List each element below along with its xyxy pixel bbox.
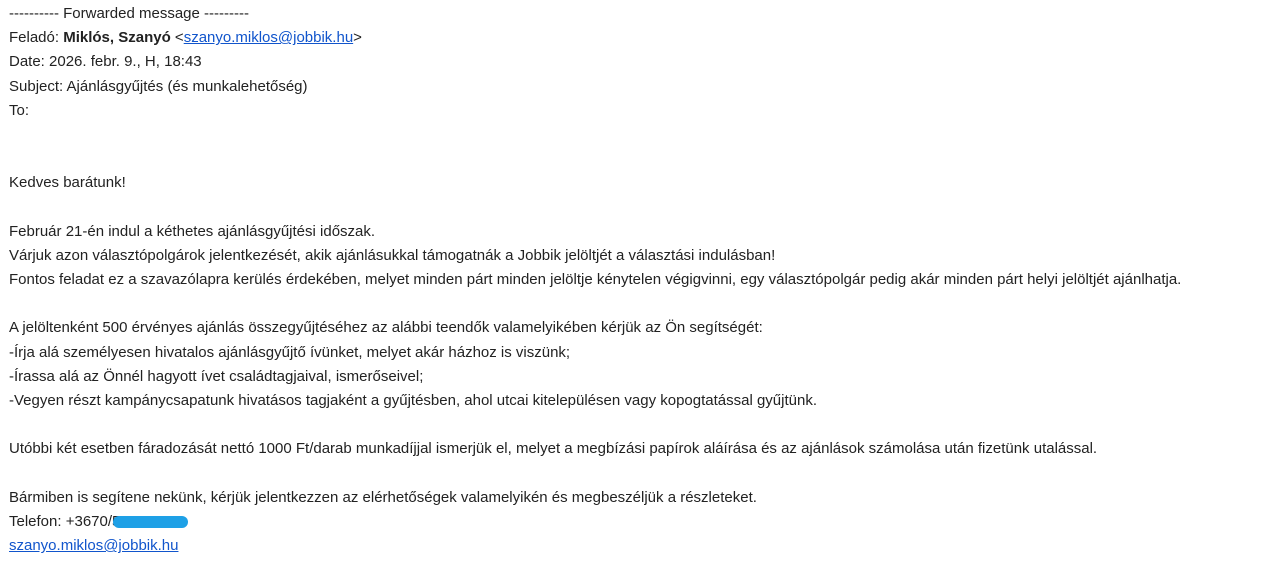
paragraph-line: Utóbbi két esetben fáradozását nettó 1000 Ft/darab munkadíjjal ismerjük el, melyet a megbízási papírok aláírása és az ajánlások számolása után fizetünk utalással.: [9, 440, 1098, 458]
subject-value: Ajánlásgyűjtés (és munkalehetőség): [66, 77, 308, 95]
from-label: Feladó:: [9, 29, 60, 47]
redaction-mark: [113, 516, 188, 528]
phone-number-redacted: [112, 510, 175, 534]
paragraph-line: Fontos feladat ez a szavazólapra kerülés érdekében, melyet minden párt minden jelöltje kénytelen végigvinni, egy választópolgár pedig akár minden párt helyi jelöltjét ajánlhatja.: [9, 271, 1182, 289]
date-value: 2026. febr. 9., H, 18:43: [49, 53, 202, 71]
contact-email-link[interactable]: szanyo.miklos@jobbik.hu: [9, 537, 179, 555]
phone-label: Telefon:: [9, 512, 62, 530]
sender-email-link[interactable]: szanyo.miklos@jobbik.hu: [183, 29, 354, 47]
date-row: [9, 50, 1281, 74]
date-label: Date:: [9, 53, 45, 71]
paragraph-line: Várjuk azon választópolgárok jelentkezését, akik ajánlásukkal támogatnák a Jobbik jelöltjét a választási indulásban!: [9, 246, 776, 264]
email-message: [9, 2, 1281, 558]
to-label: To:: [9, 101, 30, 119]
spacer: [9, 462, 1281, 486]
paragraph-line: A jelöltenként 500 érvényes ajánlás összegyűjtéséhez az alábbi teendők valamelyikében kérjük az Ön segítségét:: [9, 319, 763, 337]
phone-row: [9, 510, 1281, 534]
subject-row: [9, 75, 1281, 99]
paragraph-line: Bármiben is segítene nekünk, kérjük jelentkezzen az elérhetőségek valamelyikén és megbeszéljük a részleteket.: [9, 488, 757, 506]
list-item: -Vegyen részt kampánycsapatunk hivatásos tagjaként a gyűjtésben, ahol utcai kitelepülésen vagy kopogtatással gyűjtünk.: [9, 392, 818, 410]
phone-prefix: +3670/: [65, 512, 113, 530]
spacer: [9, 196, 1281, 220]
to-row: [9, 99, 1281, 123]
from-row: [9, 26, 1281, 50]
list-item: -Írassa alá az Önnél hagyott ívet családtagjaival, ismerőseivel;: [9, 367, 424, 385]
paragraph-line: Február 21-én indul a kéthetes ajánlásgyűjtési időszak.: [9, 222, 376, 240]
greeting: Kedves barátunk!: [9, 174, 126, 192]
spacer: [9, 292, 1281, 316]
sender-email-wrapper: <szanyo.miklos@jobbik.hu>: [174, 29, 362, 47]
subject-label: Subject:: [9, 77, 64, 95]
contact-email-row: [9, 534, 1281, 558]
list-item: -Írja alá személyesen hivatalos ajánlásgyűjtő ívünket, melyet akár házhoz is viszünk;: [9, 343, 571, 361]
spacer: [9, 123, 1281, 171]
forwarded-header: ---------- Forwarded message ---------: [9, 5, 249, 22]
spacer: [9, 413, 1281, 437]
sender-name: Miklós, Szanyó: [63, 29, 171, 47]
